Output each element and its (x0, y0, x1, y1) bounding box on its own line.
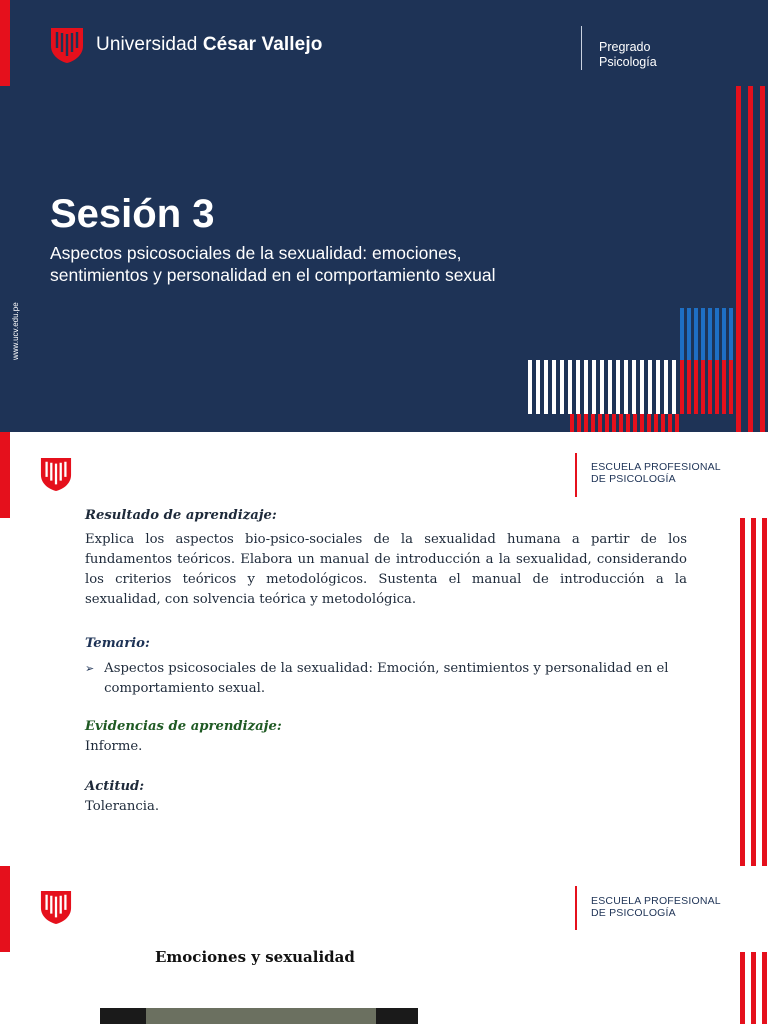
school-label: ESCUELA PROFESIONAL DE PSICOLOGÍA (591, 895, 721, 919)
list-item: ➢ Aspectos psicosociales de la sexualidad: Emoción, sentimientos y personalidad en el comportamiento sexual. (85, 659, 687, 699)
learning-text: Explica los aspectos bio-psico-sociales de la sexualidad humana a partir de los fundamentos teóricos. Elabora un manual de introducción a la sexualidad, considerando los criterios teóricos y metodológicos. Sustenta el manual de introducción a la sexualidad, con solvencia teórica y metodológica. (85, 532, 687, 607)
attitude-heading: Actitud: (85, 779, 145, 794)
topics-heading: Temario: (85, 636, 150, 651)
header-separator (575, 886, 577, 930)
shield-logo-icon (50, 26, 84, 64)
emotions-slide (0, 866, 768, 1024)
program-label: Pregrado Psicología (599, 40, 657, 69)
shield-logo-icon (40, 455, 72, 493)
session-subtitle: Aspectos psicosociales de la sexualidad: emociones, sentimientos y personalidad en el comportamiento sexual (50, 243, 496, 285)
school-label: ESCUELA PROFESIONAL DE PSICOLOGÍA (591, 461, 721, 485)
header-divider (581, 26, 582, 70)
red-accent-bar (0, 866, 10, 952)
attitude-text: Tolerancia. (85, 799, 160, 814)
evidence-heading: Evidencias de aprendizaje: (85, 719, 282, 734)
shield-logo-icon (40, 888, 72, 926)
arrow-bullet-icon: ➢ (85, 662, 95, 675)
red-accent-bar (0, 432, 10, 518)
slide-title: Emociones y sexualidad (155, 948, 355, 966)
evidence-text: Informe. (85, 739, 143, 754)
slide-content (85, 506, 687, 817)
learning-outcomes-slide (0, 432, 768, 866)
stripes-decoration (740, 518, 768, 866)
red-accent-bar (0, 0, 10, 86)
university-name: Universidad César Vallejo (96, 34, 323, 55)
title-slide (0, 0, 768, 432)
university-logo (50, 26, 322, 64)
video-thumbnail[interactable] (146, 1008, 376, 1024)
stripes-decoration (740, 952, 768, 1024)
website-label: www.ucv.edu.pe (11, 302, 20, 360)
learning-heading: Resultado de aprendizaje: (85, 508, 277, 523)
header-separator (575, 453, 577, 497)
session-title: Sesión 3 (50, 192, 215, 236)
